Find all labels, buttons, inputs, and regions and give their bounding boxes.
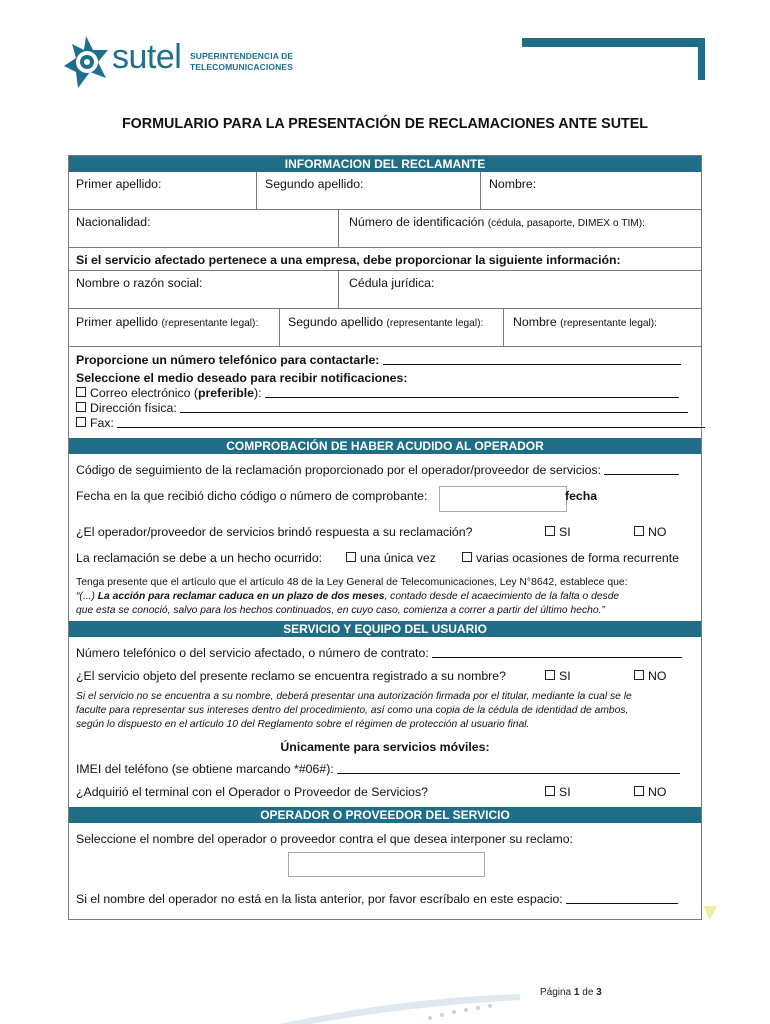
page-number xyxy=(540,987,602,998)
sutel-star-icon xyxy=(62,34,110,90)
divider xyxy=(338,270,339,308)
divider xyxy=(480,172,481,209)
respuesta-si-text: SI xyxy=(559,525,571,539)
divider xyxy=(256,172,257,209)
numero-servicio-field[interactable] xyxy=(432,646,682,658)
rep-segundo-text: Segundo apellido xyxy=(288,315,384,329)
correo-text-end: ): xyxy=(254,386,262,400)
logo-subtitle-line2: TELECOMUNICACIONES xyxy=(190,62,293,72)
divider xyxy=(69,247,701,248)
plazo-note-bold: La acción para reclamar caduca en un plazo de dos meses xyxy=(97,591,385,602)
hecho-unica-option[interactable] xyxy=(346,551,436,565)
respuesta-no-option[interactable] xyxy=(634,525,666,539)
divider xyxy=(503,308,504,346)
divider xyxy=(279,308,280,346)
registrado-si-checkbox[interactable] xyxy=(545,670,555,680)
autorizacion-note-line1: Si el servicio no se encuentra a su nombre, deberá presentar una autorización firmada por el titular, mediante la cual se le xyxy=(76,691,632,702)
identificacion-note: (cédula, pasaporte, DIMEX o TIM): xyxy=(487,218,645,229)
fax-checkbox[interactable] xyxy=(76,417,86,427)
adquirio-si-option[interactable] xyxy=(545,785,571,799)
cedula-juridica-label: Cédula jurídica: xyxy=(349,276,435,290)
plazo-note-line1: Tenga presente que el artículo que el artículo 48 de la Ley General de Telecomunicaciones, Ley N°8642, establece que: xyxy=(76,577,628,588)
plazo-note-line2 xyxy=(76,590,619,603)
adquirio-si-text: SI xyxy=(559,785,571,799)
direccion-text: Dirección física: xyxy=(90,401,177,415)
registrado-si-option[interactable] xyxy=(545,669,571,683)
page-of: de xyxy=(582,987,594,998)
divider xyxy=(69,308,701,309)
adquirio-no-option[interactable] xyxy=(634,785,666,799)
respuesta-question: ¿El operador/proveedor de servicios brindó respuesta a su reclamación? xyxy=(76,525,473,539)
correo-preferible: preferible xyxy=(197,386,255,400)
yellow-triangle-icon xyxy=(703,904,717,920)
numero-servicio-text: Número telefónico o del servicio afectado, o número de contrato: xyxy=(76,646,429,660)
hecho-question: La reclamación se debe a un hecho ocurrido: xyxy=(76,551,323,565)
otro-operador-text: Si el nombre del operador no está en la lista anterior, por favor escríbalo en este espacio: xyxy=(76,892,563,906)
imei-text: IMEI del teléfono (se obtiene marcando *#06#): xyxy=(76,762,334,776)
imei-field[interactable] xyxy=(337,762,680,774)
decorative-swoosh-icon xyxy=(280,990,520,1024)
divider xyxy=(69,346,701,347)
page-title: FORMULARIO PARA LA PRESENTACIÓN DE RECLAMACIONES ANTE SUTEL xyxy=(121,116,649,132)
correo-option[interactable] xyxy=(76,386,679,400)
segundo-apellido-label: Segundo apellido: xyxy=(265,177,364,191)
adquirio-si-checkbox[interactable] xyxy=(545,786,555,796)
telefono-contacto-text: Proporcione un número telefónico para contactarle: xyxy=(76,353,380,367)
header-corner-bar xyxy=(522,38,705,47)
respuesta-si-checkbox[interactable] xyxy=(545,526,555,536)
hecho-varias-text: varias ocasiones de forma recurrente xyxy=(476,551,679,565)
nacionalidad-label: Nacionalidad: xyxy=(76,215,151,229)
divider xyxy=(69,209,701,210)
primer-apellido-label: Primer apellido: xyxy=(76,177,162,191)
section-header-servicio: SERVICIO Y EQUIPO DEL USUARIO xyxy=(69,621,701,637)
section-header-reclamante: INFORMACION DEL RECLAMANTE xyxy=(69,156,701,172)
hecho-unica-checkbox[interactable] xyxy=(346,552,356,562)
correo-text: Correo electrónico ( xyxy=(90,386,198,400)
logo-wordmark: sutel xyxy=(112,38,182,76)
section-header-proveedor: OPERADOR O PROVEEDOR DEL SERVICIO xyxy=(69,807,701,823)
registrado-no-option[interactable] xyxy=(634,669,666,683)
adquirio-no-text: NO xyxy=(648,785,667,799)
fecha-box-label: fecha xyxy=(565,489,598,503)
page-total: 3 xyxy=(596,987,602,998)
adquirio-no-checkbox[interactable] xyxy=(634,786,644,796)
seleccione-operador-label: Seleccione el nombre del operador o proveedor contra el que desea interponer su reclamo: xyxy=(76,832,573,846)
nombre-label: Nombre: xyxy=(489,177,537,191)
fecha-input[interactable] xyxy=(439,486,567,512)
respuesta-no-checkbox[interactable] xyxy=(634,526,644,536)
hecho-unica-text: una única vez xyxy=(360,551,436,565)
otro-operador-field[interactable] xyxy=(566,892,678,904)
page-current: 1 xyxy=(573,987,580,998)
fecha-label: Fecha en la que recibió dicho código o número de comprobante: xyxy=(76,489,428,503)
telefono-contacto-field[interactable] xyxy=(383,353,681,365)
rep-note: (representante legal): xyxy=(161,318,259,329)
respuesta-si-option[interactable] xyxy=(545,525,571,539)
adquirio-question: ¿Adquirió el terminal con el Operador o Proveedor de Servicios? xyxy=(76,785,429,799)
direccion-option[interactable] xyxy=(76,401,688,415)
identificacion-label xyxy=(349,215,645,229)
hecho-varias-option[interactable] xyxy=(462,551,679,565)
telefono-contacto-label xyxy=(76,353,681,367)
registrado-no-checkbox[interactable] xyxy=(634,670,644,680)
divider xyxy=(338,209,339,247)
sutel-logo xyxy=(62,34,302,90)
respuesta-no-text: NO xyxy=(648,525,667,539)
rep-note: (representante legal): xyxy=(386,318,484,329)
rep-segundo-apellido-label xyxy=(288,315,483,329)
imei-label xyxy=(76,762,680,776)
codigo-seguimiento-field[interactable] xyxy=(604,463,679,475)
autorizacion-note-line2: faculte para representar sus intereses dentro del procedimiento, así como una copia de la cédula de identidad de ambos, xyxy=(76,705,629,716)
fax-field[interactable] xyxy=(117,416,705,428)
codigo-seguimiento-label xyxy=(76,463,679,477)
registrado-si-text: SI xyxy=(559,669,571,683)
plazo-note-rest: , contado desde el acaecimiento de la falta o desde xyxy=(384,591,620,602)
header-corner-side xyxy=(698,38,705,80)
empresa-note: Si el servicio afectado pertenece a una empresa, debe proporcionar la siguiente información: xyxy=(76,253,621,267)
rep-nombre-label xyxy=(513,315,657,329)
rep-primer-text: Primer apellido xyxy=(76,315,159,329)
numero-servicio-label xyxy=(76,646,682,660)
autorizacion-note-line3: según lo dispuesto en el artículo 10 del Reglamento sobre el régimen de protección al usuario final. xyxy=(76,719,530,730)
fax-option[interactable] xyxy=(76,416,705,430)
correo-field[interactable] xyxy=(265,386,679,398)
medio-notificacion-label: Seleccione el medio deseado para recibir notificaciones: xyxy=(76,371,408,385)
plazo-note-line3: que esta se conoció, salvo para los hechos continuados, en cuyo caso, comienza a correr a partir del último hecho.” xyxy=(76,605,605,616)
direccion-checkbox[interactable] xyxy=(76,402,86,412)
claim-form xyxy=(68,155,702,920)
fax-text: Fax: xyxy=(90,416,114,430)
hecho-varias-checkbox[interactable] xyxy=(462,552,472,562)
section-header-operador: COMPROBACIÓN DE HABER ACUDIDO AL OPERADOR xyxy=(69,438,701,454)
operador-select[interactable] xyxy=(288,852,485,877)
page-label: Página xyxy=(540,987,572,998)
codigo-seguimiento-text: Código de seguimiento de la reclamación proporcionado por el operador/proveedor de servicios: xyxy=(76,463,601,477)
logo-subtitle-line1: SUPERINTENDENCIA DE xyxy=(190,51,294,61)
logo-subtitle xyxy=(190,51,293,73)
registrado-question: ¿El servicio objeto del presente reclamo se encuentra registrado a su nombre? xyxy=(76,669,506,683)
rep-primer-apellido-label xyxy=(76,315,258,329)
razon-social-label: Nombre o razón social: xyxy=(76,276,203,290)
identificacion-text: Número de identificación xyxy=(349,215,485,229)
registrado-no-text: NO xyxy=(648,669,667,683)
rep-note: (representante legal): xyxy=(560,318,658,329)
otro-operador-label xyxy=(76,892,678,906)
direccion-field[interactable] xyxy=(180,401,688,413)
divider xyxy=(69,270,701,271)
correo-checkbox[interactable] xyxy=(76,387,86,397)
plazo-note-open: “(...) xyxy=(76,591,98,602)
rep-nombre-text: Nombre xyxy=(513,315,557,329)
moviles-heading: Únicamente para servicios móviles: xyxy=(280,740,490,754)
